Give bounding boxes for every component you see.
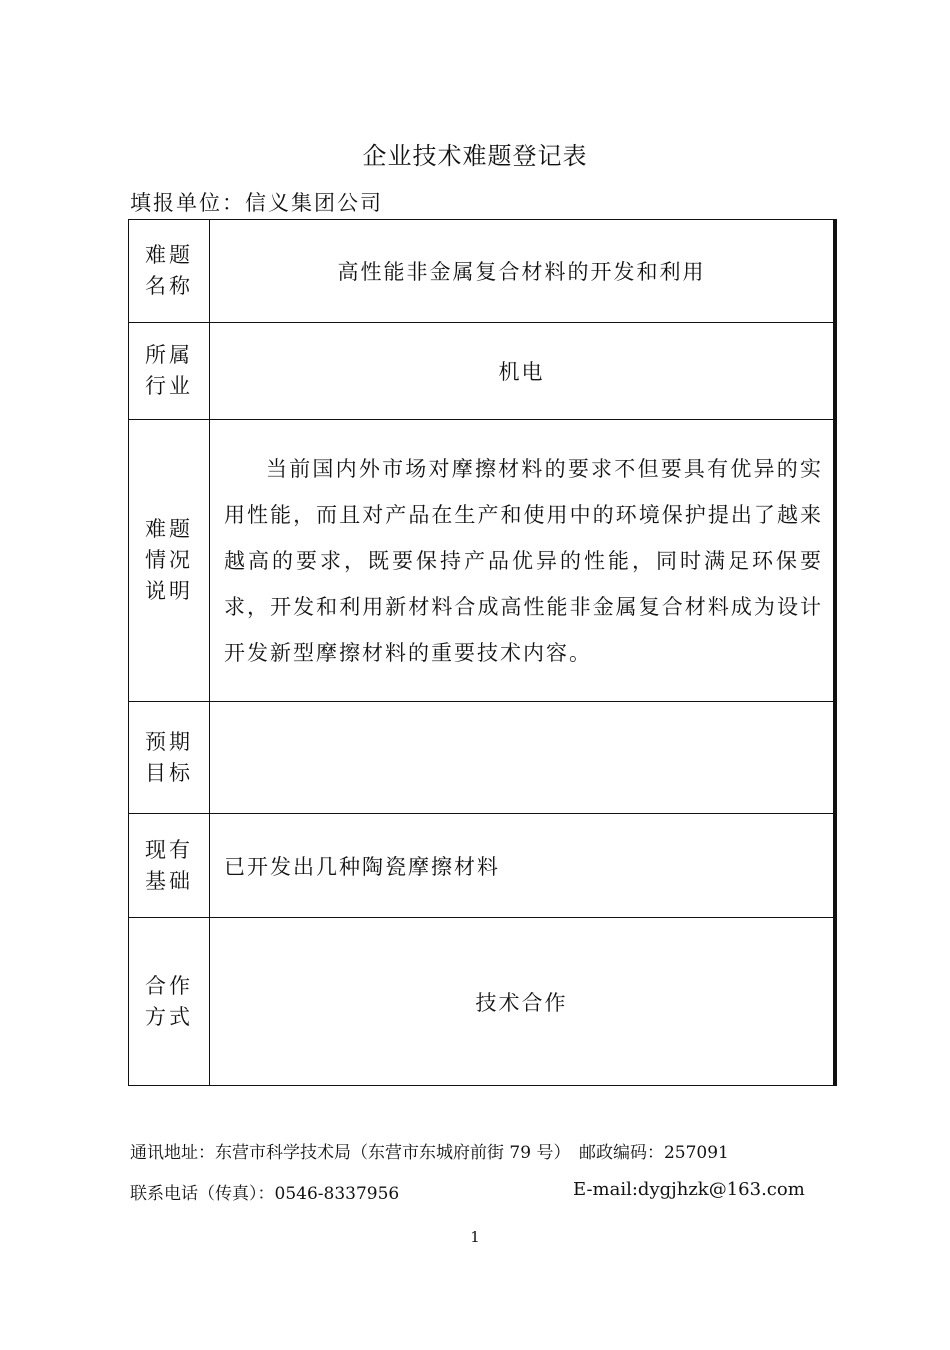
label-line: 所属 <box>145 343 193 367</box>
registration-table <box>128 219 834 1086</box>
label-line: 说明 <box>145 579 193 603</box>
table-row <box>129 702 834 814</box>
row-label-name <box>129 220 210 323</box>
row-label-industry <box>129 323 210 420</box>
goal-value <box>210 702 834 814</box>
label-line: 预期 <box>145 729 193 754</box>
problem-name: 高性能非金属复合材料的开发和利用 <box>210 220 834 323</box>
basis-value: 已开发出几种陶瓷摩擦材料 <box>210 814 834 918</box>
description-text: 当前国内外市场对摩擦材料的要求不但要具有优异的实用性能，而且对产品在生产和使用中的环境保护提出了越来越高的要求，既要保持产品优异的性能，同时满足环保要求，开发和利用新材料合成高性能非金属复合材料成为设计开发新型摩擦材料的重要技术内容。 <box>210 420 834 702</box>
page-number: 1 <box>470 1228 480 1246</box>
label-line: 难题 <box>145 243 193 267</box>
table-row <box>129 814 834 918</box>
label-line: 合作 <box>145 973 193 998</box>
cooperation-value: 技术合作 <box>210 918 834 1086</box>
table-row <box>129 220 834 323</box>
contact-address: 通讯地址：东营市科学技术局（东营市东城府前街 79 号） 邮政编码：257091 <box>130 1143 729 1163</box>
label-line: 方式 <box>145 1004 193 1029</box>
label-line: 现有 <box>145 837 193 862</box>
label-line: 情况 <box>145 548 193 572</box>
contact-email: E-mail:dygjhzk@163.com <box>573 1179 805 1200</box>
industry-value: 机电 <box>210 323 834 420</box>
label-line: 名称 <box>145 274 193 298</box>
table-row <box>129 918 834 1086</box>
contact-phone: 联系电话（传真）：0546-8337956 <box>130 1184 400 1204</box>
label-line: 行业 <box>145 374 193 398</box>
label-line: 基础 <box>145 868 193 893</box>
table-row <box>129 420 834 702</box>
reporting-unit: 填报单位：信义集团公司 <box>130 191 383 215</box>
row-label-goal <box>129 702 210 814</box>
label-line: 难题 <box>145 517 193 541</box>
row-label-description <box>129 420 210 702</box>
table-row <box>129 323 834 420</box>
row-label-basis <box>129 814 210 918</box>
form-title: 企业技术难题登记表 <box>362 142 588 170</box>
contact-line <box>130 1179 805 1204</box>
label-line: 目标 <box>145 760 193 785</box>
row-label-cooperation <box>129 918 210 1086</box>
